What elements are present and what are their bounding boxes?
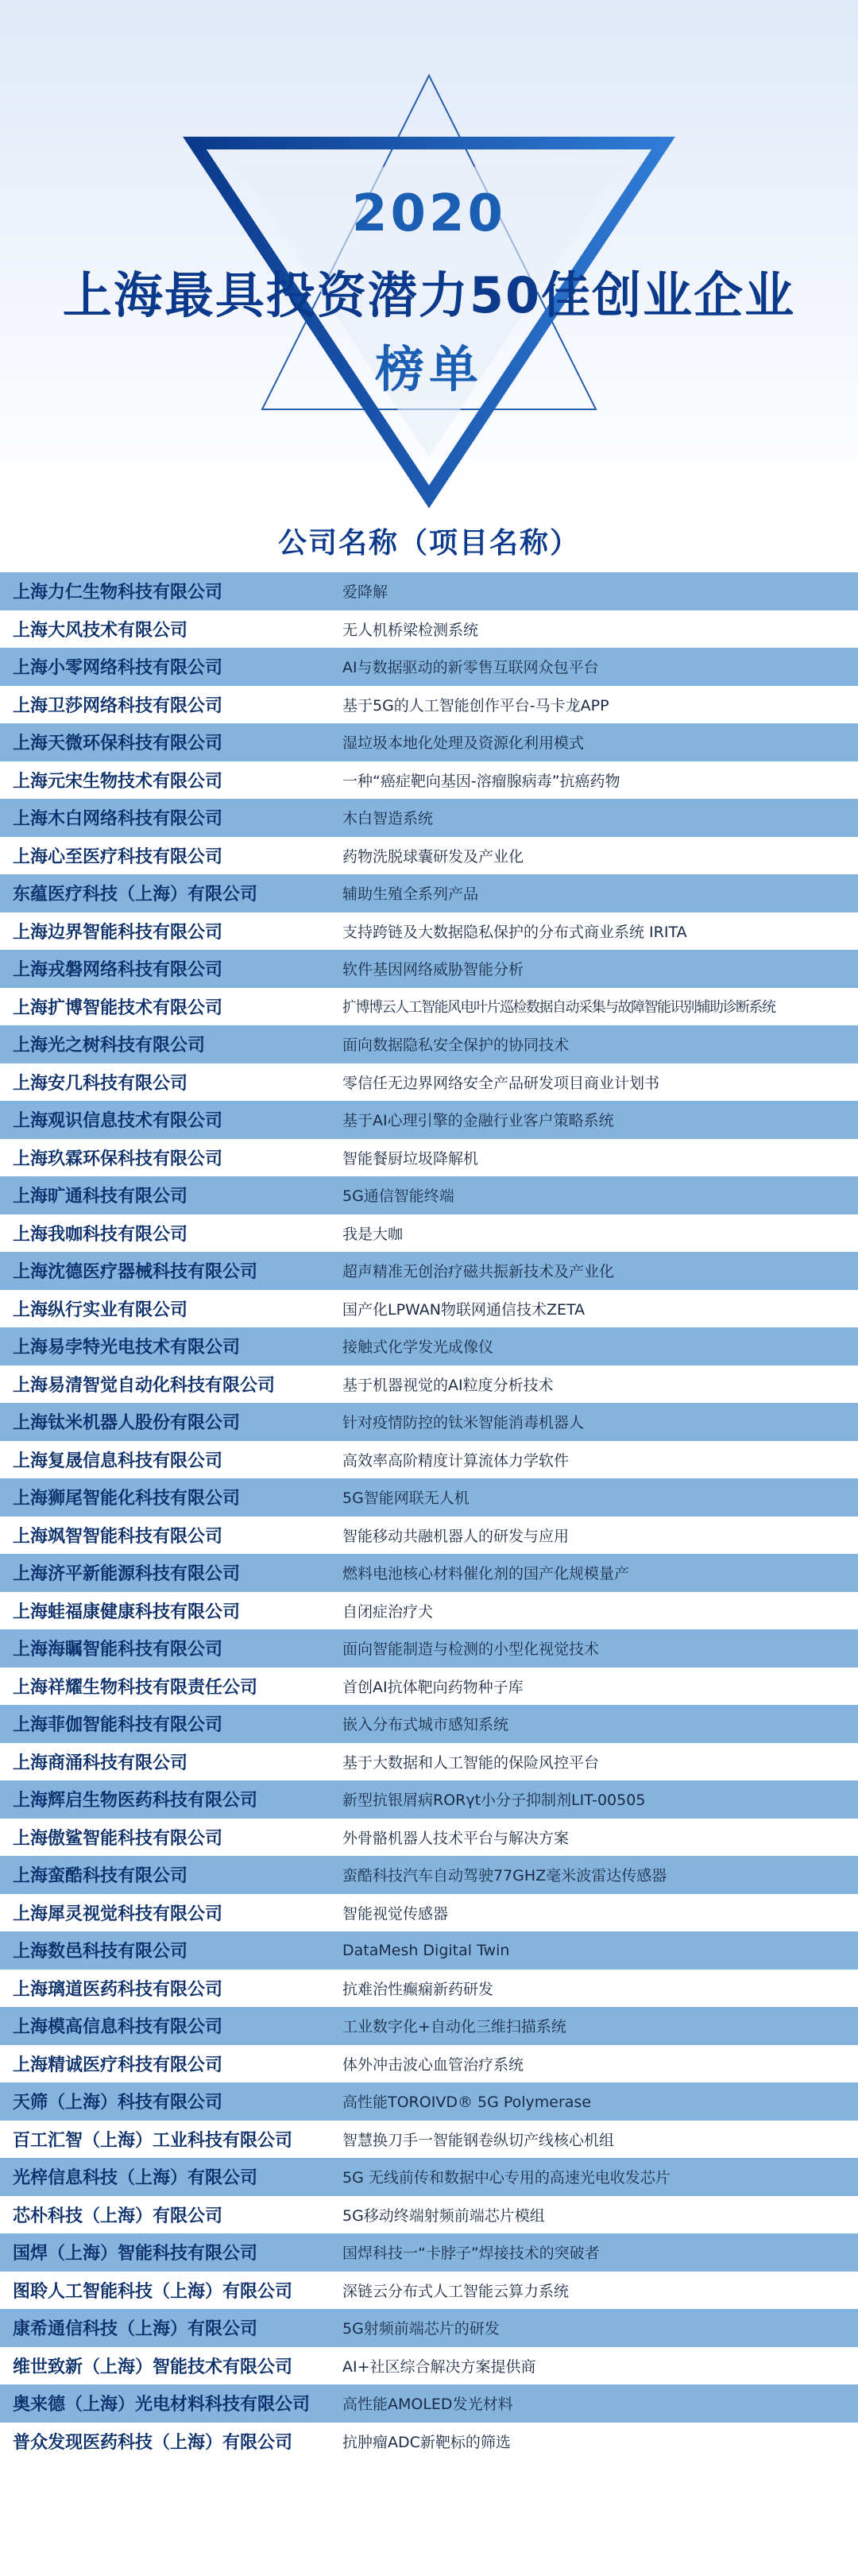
company-name: 上海玖霖环保科技有限公司 bbox=[13, 1149, 223, 1169]
table-row bbox=[0, 1894, 858, 1932]
table-row bbox=[0, 2309, 858, 2347]
table-row bbox=[0, 1252, 858, 1290]
table-row bbox=[0, 2233, 858, 2272]
company-name: 上海大风技术有限公司 bbox=[13, 620, 188, 641]
table-row bbox=[0, 1517, 858, 1555]
company-name: 图聆人工智能科技（上海）有限公司 bbox=[13, 2281, 293, 2302]
company-name: 上海数邑科技有限公司 bbox=[13, 1942, 188, 1962]
project-name: 智能视觉传感器 bbox=[342, 1904, 449, 1923]
project-name: 5G通信智能终端 bbox=[342, 1187, 454, 1206]
project-name: 接触式化学发光成像仪 bbox=[342, 1338, 494, 1357]
ranking-table bbox=[0, 572, 858, 2460]
project-name: 基于5G的人工智能创作平台-马卡龙APP bbox=[342, 696, 609, 715]
company-name: 上海蛙福康健康科技有限公司 bbox=[13, 1602, 241, 1622]
table-row bbox=[0, 2272, 858, 2310]
project-name: 高性能AMOLED发光材料 bbox=[342, 2396, 513, 2414]
project-name: 国产化LPWAN物联网通信技术ZETA bbox=[342, 1300, 586, 1319]
project-name: 我是大咖 bbox=[342, 1225, 404, 1243]
project-name: 智慧换刀手一智能钢卷纵切产线核心机组 bbox=[342, 2131, 615, 2149]
table-row bbox=[0, 837, 858, 875]
project-name: 抗难治性癫痫新药研发 bbox=[342, 1980, 494, 1998]
table-row bbox=[0, 1668, 858, 1706]
project-name: 工业数字化+自动化三维扫描系统 bbox=[342, 2018, 566, 2036]
table-row bbox=[0, 2121, 858, 2159]
company-name: 上海飒智智能科技有限公司 bbox=[13, 1526, 223, 1547]
company-name: 上海济平新能源科技有限公司 bbox=[13, 1564, 241, 1585]
project-name: 嵌入分布式城市感知系统 bbox=[342, 1716, 509, 1734]
company-name: 上海天微环保科技有限公司 bbox=[13, 734, 223, 754]
project-name: 新型抗银屑病RORγt小分子抑制剂LIT-00505 bbox=[342, 1792, 646, 1810]
company-name: 上海犀灵视觉科技有限公司 bbox=[13, 1904, 223, 1924]
table-row bbox=[0, 950, 858, 988]
table-row bbox=[0, 1554, 858, 1592]
project-name: 体外冲击波心血管治疗系统 bbox=[342, 2055, 524, 2074]
company-name: 康希通信科技（上海）有限公司 bbox=[13, 2319, 258, 2340]
project-name: 无人机桥梁检测系统 bbox=[342, 621, 479, 639]
company-name: 上海光之树科技有限公司 bbox=[13, 1036, 206, 1056]
table-row bbox=[0, 874, 858, 912]
company-name: 上海木白网络科技有限公司 bbox=[13, 809, 223, 830]
company-name: 上海沈德医疗器械科技有限公司 bbox=[13, 1262, 258, 1283]
company-name: 上海安几科技有限公司 bbox=[13, 1073, 188, 1094]
company-name: 上海狮尾智能化科技有限公司 bbox=[13, 1489, 241, 1509]
table-row bbox=[0, 1403, 858, 1441]
company-name: 上海复晟信息科技有限公司 bbox=[13, 1451, 223, 1471]
column-header: 公司名称（项目名称） bbox=[277, 527, 580, 560]
project-name: 基于AI心理引擎的金融行业客户策略系统 bbox=[342, 1112, 614, 1130]
company-name: 上海我咖科技有限公司 bbox=[13, 1224, 188, 1245]
project-name: 面向智能制造与检测的小型化视觉技术 bbox=[342, 1641, 600, 1659]
company-name: 上海边界智能科技有限公司 bbox=[13, 922, 223, 943]
table-row bbox=[0, 2158, 858, 2196]
company-name: 上海傲鲨智能科技有限公司 bbox=[13, 1828, 223, 1849]
table-row bbox=[0, 1176, 858, 1214]
project-name: 针对疫情防控的钛米智能消毒机器人 bbox=[342, 1414, 585, 1432]
table-row bbox=[0, 1970, 858, 2008]
table-row bbox=[0, 2384, 858, 2423]
company-name: 芯朴科技（上海）有限公司 bbox=[13, 2206, 223, 2226]
project-name: 首创AI抗体靶向药物种子库 bbox=[342, 1678, 524, 1696]
project-name: 湿垃圾本地化处理及资源化利用模式 bbox=[342, 734, 585, 753]
table-row bbox=[0, 572, 858, 610]
table-row bbox=[0, 1365, 858, 1404]
project-name: 抗肿瘤ADC新靶标的筛选 bbox=[342, 2433, 511, 2451]
company-name: 上海易孛特光电技术有限公司 bbox=[13, 1338, 241, 1358]
company-name: 上海模高信息科技有限公司 bbox=[13, 2017, 223, 2038]
project-name: 深链云分布式人工智能云算力系统 bbox=[342, 2282, 570, 2300]
company-name: 上海辉启生物医药科技有限公司 bbox=[13, 1791, 258, 1811]
project-name: 药物洗脱球囊研发及产业化 bbox=[342, 847, 524, 866]
company-name: 上海海瞩智能科技有限公司 bbox=[13, 1640, 223, 1660]
table-row bbox=[0, 723, 858, 761]
project-name: AI与数据驱动的新零售互联网众包平台 bbox=[342, 659, 599, 677]
project-name: 超声精准无创治疗磁共振新技术及产业化 bbox=[342, 1263, 615, 1281]
company-name: 上海小零网络科技有限公司 bbox=[13, 658, 223, 679]
company-name: 上海力仁生物科技有限公司 bbox=[13, 583, 223, 603]
project-name: 辅助生殖全系列产品 bbox=[342, 885, 479, 904]
company-name: 上海心至医疗科技有限公司 bbox=[13, 846, 223, 867]
table-row bbox=[0, 799, 858, 837]
page-subtitle: 榜单 bbox=[374, 340, 483, 398]
table-row bbox=[0, 610, 858, 649]
project-name: 木白智造系统 bbox=[342, 810, 434, 828]
project-name: AI+社区综合解决方案提供商 bbox=[342, 2357, 536, 2376]
table-row bbox=[0, 1101, 858, 1139]
project-name: 软件基因网络威胁智能分析 bbox=[342, 961, 524, 979]
table-row bbox=[0, 1629, 858, 1668]
project-name: 外骨骼机器人技术平台与解决方案 bbox=[342, 1829, 570, 1847]
project-name: 智能移动共融机器人的研发与应用 bbox=[342, 1527, 570, 1545]
company-name: 上海商涌科技有限公司 bbox=[13, 1753, 188, 1773]
table-row bbox=[0, 2007, 858, 2045]
project-name: 5G 无线前传和数据中心专用的高速光电收发芯片 bbox=[342, 2169, 671, 2187]
table-row bbox=[0, 1780, 858, 1819]
project-name: 支持跨链及大数据隐私保护的分布式商业系统 IRITA bbox=[342, 923, 687, 941]
company-name: 光梓信息科技（上海）有限公司 bbox=[13, 2168, 258, 2189]
project-name: DataMesh Digital Twin bbox=[342, 1941, 510, 1959]
company-name: 东蕴医疗科技（上海）有限公司 bbox=[13, 885, 258, 905]
company-name: 上海祥耀生物科技有限责任公司 bbox=[13, 1677, 258, 1698]
project-name: 面向数据隐私安全保护的协同技术 bbox=[342, 1036, 570, 1055]
company-name: 上海蛮酷科技有限公司 bbox=[13, 1866, 188, 1887]
page-header bbox=[0, 0, 858, 509]
table-row bbox=[0, 1931, 858, 1970]
triangle-emblem-icon bbox=[0, 0, 858, 509]
project-name: 零信任无边界网络安全产品研发项目商业计划书 bbox=[342, 1074, 660, 1092]
table-row bbox=[0, 2196, 858, 2234]
project-name: 高性能TOROIVD® 5G Polymerase bbox=[342, 2094, 592, 2112]
table-row bbox=[0, 1743, 858, 1781]
table-row bbox=[0, 1592, 858, 1630]
table-row bbox=[0, 2082, 858, 2121]
table-row bbox=[0, 1478, 858, 1517]
table-row bbox=[0, 2347, 858, 2385]
company-name: 普众发现医药科技（上海）有限公司 bbox=[13, 2432, 293, 2453]
company-name: 上海菲伽智能科技有限公司 bbox=[13, 1715, 223, 1736]
page-title: 上海最具投资潜力50佳创业企业 bbox=[62, 266, 796, 324]
table-row bbox=[0, 648, 858, 686]
table-row bbox=[0, 988, 858, 1026]
table-row bbox=[0, 912, 858, 951]
table-row bbox=[0, 1327, 858, 1365]
project-name: 5G射频前端芯片的研发 bbox=[342, 2320, 500, 2338]
company-name: 上海精诚医疗科技有限公司 bbox=[13, 2055, 223, 2075]
table-row bbox=[0, 1139, 858, 1177]
table-row bbox=[0, 1025, 858, 1063]
company-name: 上海观识信息技术有限公司 bbox=[13, 1111, 223, 1132]
project-name: 基于大数据和人工智能的保险风控平台 bbox=[342, 1753, 600, 1772]
project-name: 国焊科技一“卡脖子”焊接技术的突破者 bbox=[342, 2245, 600, 2263]
company-name: 上海易清智觉自动化科技有限公司 bbox=[13, 1375, 276, 1396]
table-row bbox=[0, 1819, 858, 1857]
table-row bbox=[0, 1856, 858, 1894]
company-name: 上海戎磐网络科技有限公司 bbox=[13, 960, 223, 981]
company-name: 国焊（上海）智能科技有限公司 bbox=[13, 2244, 258, 2264]
table-row bbox=[0, 1063, 858, 1102]
company-name: 上海元宋生物技术有限公司 bbox=[13, 771, 223, 792]
project-name: 自闭症治疗犬 bbox=[342, 1602, 434, 1621]
project-name: 5G智能网联无人机 bbox=[342, 1489, 470, 1508]
project-name: 蛮酷科技汽车自动驾驶77GHZ毫米波雷达传感器 bbox=[342, 1867, 667, 1885]
year-label: 2020 bbox=[351, 184, 507, 243]
table-row bbox=[0, 1705, 858, 1743]
company-name: 上海旷通科技有限公司 bbox=[13, 1187, 188, 1207]
project-name: 5G移动终端射频前端芯片模组 bbox=[342, 2206, 545, 2225]
table-row bbox=[0, 1290, 858, 1328]
project-name: 爱降解 bbox=[342, 583, 388, 602]
project-name: 扩博博云人工智能风电叶片巡检数据自动采集与故障智能识别辅助诊断系统 bbox=[342, 999, 775, 1017]
project-name: 一种“癌症靶向基因-溶瘤腺病毒”抗癌药物 bbox=[342, 772, 620, 790]
project-name: 基于机器视觉的AI粒度分析技术 bbox=[342, 1376, 554, 1394]
project-name: 燃料电池核心材料催化剂的国产化规模量产 bbox=[342, 1565, 630, 1583]
company-name: 上海纵行实业有限公司 bbox=[13, 1300, 188, 1320]
company-name: 百工汇智（上海）工业科技有限公司 bbox=[13, 2130, 293, 2151]
company-name: 上海钛米机器人股份有限公司 bbox=[13, 1413, 241, 1434]
table-row bbox=[0, 761, 858, 800]
company-name: 上海璃道医药科技有限公司 bbox=[13, 1979, 223, 2000]
project-name: 高效率高阶精度计算流体力学软件 bbox=[342, 1451, 570, 1470]
table-row bbox=[0, 1441, 858, 1479]
project-name: 智能餐厨垃圾降解机 bbox=[342, 1149, 479, 1168]
table-row bbox=[0, 2045, 858, 2083]
table-row bbox=[0, 2423, 858, 2461]
company-name: 上海卫莎网络科技有限公司 bbox=[13, 695, 223, 716]
table-row bbox=[0, 686, 858, 724]
table-row bbox=[0, 1214, 858, 1253]
company-name: 天筛（上海）科技有限公司 bbox=[13, 2093, 223, 2113]
company-name: 维世致新（上海）智能技术有限公司 bbox=[13, 2357, 293, 2377]
company-name: 奥来德（上海）光电材料科技有限公司 bbox=[13, 2395, 311, 2415]
company-name: 上海扩博智能技术有限公司 bbox=[13, 997, 223, 1018]
